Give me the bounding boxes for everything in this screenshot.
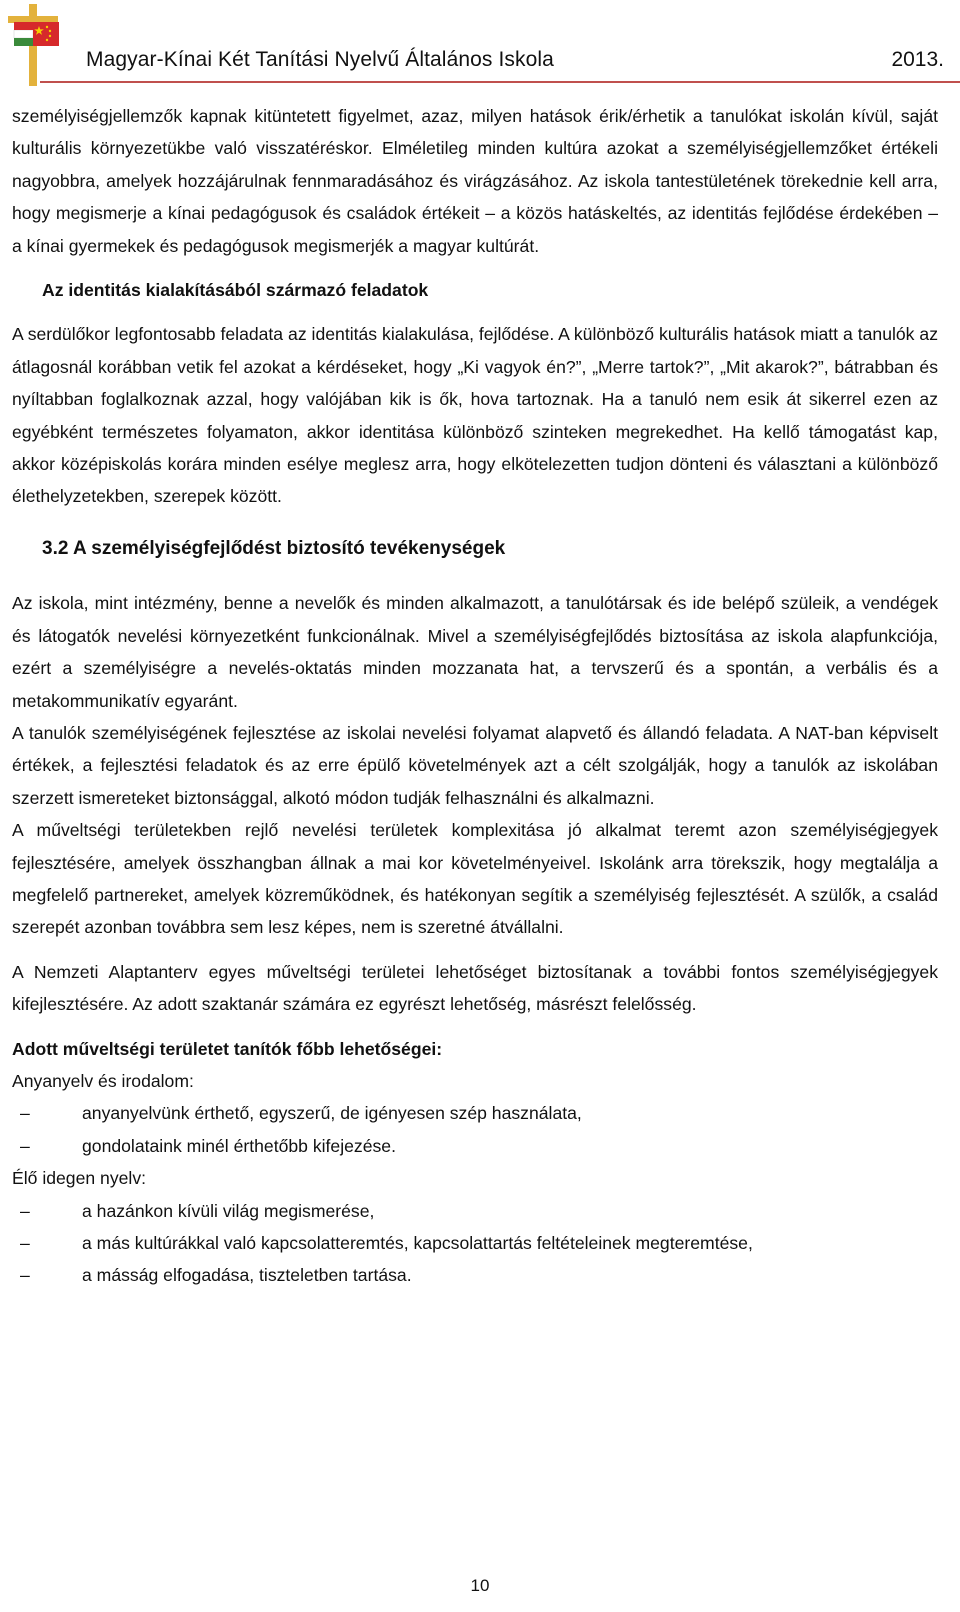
lang-list bbox=[12, 1097, 938, 1162]
list-item: – a hazánkon kívüli világ megismerése, bbox=[12, 1195, 938, 1227]
paragraph: személyiségjellemzők kapnak kitüntetett figyelmet, azaz, milyen hatások érik/érhetik a tanulókat iskolán kívül, saját kulturális környezetükbe való visszatéréskor. Elméletileg minden kultúra azokat a személyiségjellemzőket értékeli nagyobbra, amelyek hozzájárulnak fennmaradásához és virágzásához. Az iskola tantestületének törekednie kell arra, hogy megismerje a kínai pedagógusok és családok értékeit – a közös hatáskeltés, az identitás fejlődése érdekében – a kínai gyermekek és pedagógusok megismerjék a magyar kultúrát. bbox=[12, 106, 938, 256]
document-body bbox=[12, 100, 938, 1292]
header-divider bbox=[40, 81, 960, 83]
paragraph: A műveltségi területekben rejlő nevelési területek komplexitása jó alkalmat teremt azon személyiségjegyek fejlesztésére, amelyek összhangban állnak a mai kor követelményeivel. Iskolánk arra törekszik, hogy megtalálja a megfelelő partnereket, amelyek közreműködnek, és hatékonyan segítik a személyiség fejlesztését. A szülők, a család szerepét azonban továbbra sem lesz képes, nem is szeretné átvállalni. bbox=[12, 820, 938, 938]
list-label: Anyanyelv és irodalom: bbox=[12, 1070, 194, 1091]
list-item: – a másság elfogadása, tiszteletben tartása. bbox=[12, 1259, 938, 1291]
paragraph: A serdülőkor legfontosabb feladata az identitás kialakulása, fejlődése. A különböző kulturális hatások miatt a tanulók az átlagosnál korábban vetik fel azokat a kérdéseket, hogy „Ki vagyok én?”, „Merre tartok?”, „Mit akarok?”, bátrabban és nyíltabban foglalkoznak azzal, hogy valójában kik is ők, hova tartoznak. Ha a tanuló nem esik át sikerrel ezen az egyébként természetes folyamaton, akkor identitása különböző szinteken megrekedhet. Ha kellő támogatást kap, akkor középiskolás korára minden esélye meglesz arra, hogy elkötelezetten tudjon dönteni és választani a különböző élethelyzetekben, szerepek között. bbox=[12, 324, 938, 507]
list-item: – a más kultúrákkal való kapcsolatteremtés, kapcsolattartás feltételeinek megteremtése, bbox=[12, 1227, 938, 1259]
section-heading: 3.2 A személyiségfejlődést biztosító tevékenységek bbox=[42, 537, 506, 559]
school-logo-icon bbox=[2, 4, 68, 86]
header-year: 2013. bbox=[891, 48, 944, 71]
paragraph: A tanulók személyiségének fejlesztése az iskolai nevelési folyamat alapvető és állandó feladata. A NAT-ban képviselt értékek, a fejlesztési feladatok és az erre épülő követelmények azt a célt szolgálják, hogy a tanulók az iskolában szerzett ismereteket biztonsággal, alkotó módon tudják felhasználni és alkalmazni. bbox=[12, 722, 938, 808]
foreign-list bbox=[12, 1195, 938, 1292]
areas-heading: Adott műveltségi területet tanítók főbb lehetőségei: bbox=[12, 1038, 443, 1059]
paragraph: A Nemzeti Alaptanterv egyes műveltségi területei lehetőséget biztosítanak a további fontos személyiségjegyek kifejlesztésére. Az adott szaktanár számára ez egyrészt lehetőség, másrészt felelősség. bbox=[12, 961, 938, 1015]
school-name: Magyar-Kínai Két Tanítási Nyelvű Általános Iskola bbox=[86, 48, 554, 71]
list-label: Élő idegen nyelv: bbox=[12, 1168, 146, 1189]
paragraph: Az iskola, mint intézmény, benne a nevelők és minden alkalmazott, a tanulótársak és ide belépő szüleik, a vendégek és látogatók nevelési környezetként funkcionálnak. Mivel a személyiségfejlődés biztosítása az iskola alapfunkciója, ezért a személyiségre a nevelés-oktatás minden mozzanata hat, a tervszerű és a spontán, a verbális és a metakommunikatív egyaránt. bbox=[12, 593, 938, 711]
identity-heading: Az identitás kialakításából származó feladatok bbox=[42, 280, 429, 301]
list-item: – gondolataink minél érthetőbb kifejezése. bbox=[12, 1130, 938, 1162]
list-item: – anyanyelvünk érthető, egyszerű, de igényesen szép használata, bbox=[12, 1097, 938, 1129]
page-number: 10 bbox=[470, 1576, 490, 1595]
page-header bbox=[0, 0, 960, 86]
